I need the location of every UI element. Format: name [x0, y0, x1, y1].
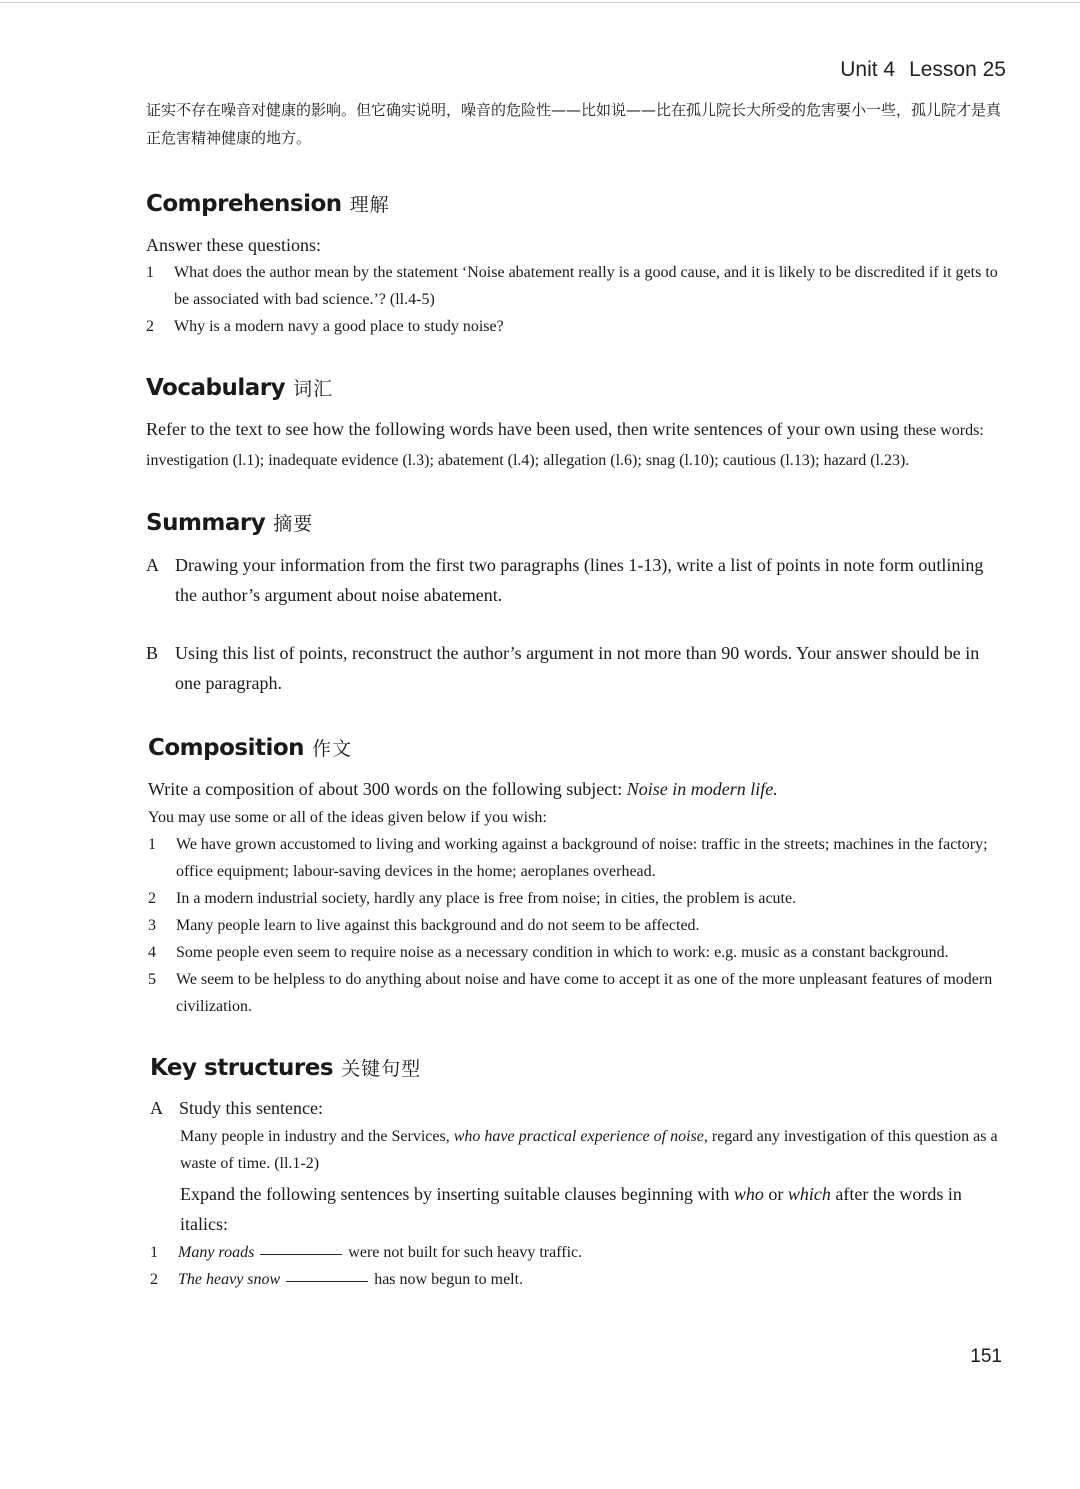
- prompt-text: Write a composition of about 300 words on the following subject:: [148, 779, 627, 799]
- vocabulary-heading: [146, 374, 1006, 401]
- composition-subject: Noise in modern life.: [626, 779, 778, 799]
- idea-item: [148, 939, 1006, 966]
- idea-number: 1: [148, 836, 156, 853]
- composition-section: [146, 734, 1006, 1020]
- expand-text: Expand the following sentences by inserting suitable clauses beginning with: [180, 1184, 734, 1204]
- idea-item: [148, 885, 1006, 912]
- heading-chinese: 作文: [312, 738, 353, 760]
- idea-text: We seem to be helpless to do anything about noise and have come to accept it as one of the more unpleasant features of modern civilization.: [176, 971, 993, 1015]
- exercise-number: 2: [150, 1271, 158, 1288]
- question-text: What does the author mean by the statement ‘Noise abatement really is a good cause, and it is likely to be discredited if it gets to be associated with bad science.’? (ll.4-5): [174, 264, 998, 308]
- expand-who: who: [733, 1184, 764, 1204]
- task-text: Using this list of points, reconstruct the author’s argument in not more than 90 words. Your answer should be in one paragraph.: [175, 643, 980, 693]
- task-label: B: [146, 643, 159, 663]
- question-item: [146, 313, 1006, 340]
- exercise-italic: The heavy snow: [178, 1271, 281, 1288]
- composition-prompt: [148, 775, 1006, 803]
- question-number: 2: [146, 318, 154, 335]
- idea-number: 2: [148, 890, 156, 907]
- exercise-list: [150, 1239, 1006, 1293]
- idea-item: [148, 966, 1006, 1020]
- answer-blank[interactable]: [260, 1254, 342, 1255]
- heading-text: Comprehension: [146, 191, 342, 217]
- key-structures-heading: [150, 1054, 1006, 1081]
- heading-text: Summary: [146, 510, 266, 536]
- summary-section: [146, 509, 1006, 698]
- exercise-text: has now begun to melt.: [374, 1271, 524, 1288]
- top-rule: [0, 2, 1080, 3]
- heading-text: Vocabulary: [146, 375, 286, 401]
- vocabulary-word-list: these words: investigation (l.1); inadequate evidence (l.3); abatement (l.4); allegation (l.6); snag (l.10); cautious (l.13); hazard (l.23).: [146, 422, 984, 469]
- heading-chinese: 摘要: [273, 513, 314, 535]
- exercise-italic: Many roads: [178, 1244, 255, 1261]
- key-structures-task-a: [150, 1093, 1006, 1123]
- example-text-end: , regard any investigation of this question as a waste of time. (ll.1-2): [180, 1128, 998, 1172]
- summary-heading: [146, 509, 1006, 536]
- heading-chinese: 词汇: [293, 378, 334, 400]
- header-unit: Unit 4: [840, 58, 896, 81]
- exercise-number: 1: [150, 1244, 158, 1261]
- comprehension-heading: [146, 190, 1006, 217]
- expand-instruction: [150, 1179, 1006, 1239]
- idea-text: In a modern industrial society, hardly any place is free from noise; in cities, the problem is acute.: [176, 890, 797, 907]
- expand-or: or: [763, 1184, 788, 1204]
- summary-task-a: [146, 550, 1006, 610]
- question-list: [146, 259, 1006, 340]
- heading-chinese: 理解: [349, 194, 390, 216]
- expand-text-end: after the words in italics:: [180, 1184, 962, 1234]
- task-label: A: [146, 555, 159, 575]
- exercise-item: [150, 1266, 1006, 1293]
- example-text: Many people in industry and the Services,: [180, 1128, 454, 1145]
- task-text: Drawing your information from the first two paragraphs (lines 1-13), write a list of points in note form outlining the author’s argument about noise abatement.: [175, 555, 984, 605]
- exercise-text: were not built for such heavy traffic.: [348, 1244, 583, 1261]
- question-text: Why is a modern navy a good place to study noise?: [174, 318, 504, 335]
- expand-which: which: [787, 1184, 831, 1204]
- summary-task-b: [146, 638, 1006, 698]
- composition-heading: [148, 734, 1006, 761]
- heading-chinese: 关键句型: [341, 1058, 422, 1080]
- idea-number: 5: [148, 971, 156, 988]
- idea-number: 4: [148, 944, 156, 961]
- example-sentence: [150, 1123, 1006, 1177]
- textbook-page: [146, 58, 1006, 1293]
- idea-item: [148, 831, 1006, 885]
- question-number: 1: [146, 264, 154, 281]
- ideas-list: [148, 831, 1006, 1020]
- page-number: 151: [970, 1346, 1002, 1367]
- idea-item: [148, 912, 1006, 939]
- header-lesson: Lesson 25: [909, 58, 1006, 81]
- idea-number: 3: [148, 917, 156, 934]
- idea-text: Many people learn to live against this background and do not seem to be affected.: [176, 917, 700, 934]
- task-intro: Study this sentence:: [179, 1098, 323, 1118]
- exercise-item: [150, 1239, 1006, 1266]
- vocabulary-instruction: [146, 415, 1006, 475]
- comprehension-section: [146, 190, 1006, 340]
- question-item: [146, 259, 1006, 313]
- answer-blank[interactable]: [286, 1281, 368, 1282]
- ideas-intro: You may use some or all of the ideas given below if you wish:: [148, 809, 547, 826]
- chinese-translation-paragraph: 证实不存在噪音对健康的影响。但它确实说明，噪音的危险性——比如说——比在孤儿院长大所受的危害要小一些，孤儿院才是真正危害精神健康的地方。: [146, 101, 1002, 147]
- key-structures-section: [146, 1054, 1006, 1293]
- running-header: [146, 58, 1006, 82]
- task-label: A: [150, 1098, 163, 1118]
- vocabulary-text: Refer to the text to see how the following words have been used, then write sentences of your own using: [146, 419, 899, 439]
- heading-text: Key structures: [150, 1055, 334, 1081]
- idea-text: Some people even seem to require noise as a necessary condition in which to work: e.g. music as a constant background.: [176, 944, 949, 961]
- idea-text: We have grown accustomed to living and working against a background of noise: traffic in the streets; machines in the factory; office equipment; labour-saving devices in the home; aeroplanes overhead.: [176, 836, 988, 880]
- vocabulary-section: [146, 374, 1006, 475]
- comprehension-instruction: Answer these questions:: [146, 235, 321, 255]
- example-italic-clause: who have practical experience of noise: [453, 1128, 704, 1145]
- heading-text: Composition: [148, 735, 305, 761]
